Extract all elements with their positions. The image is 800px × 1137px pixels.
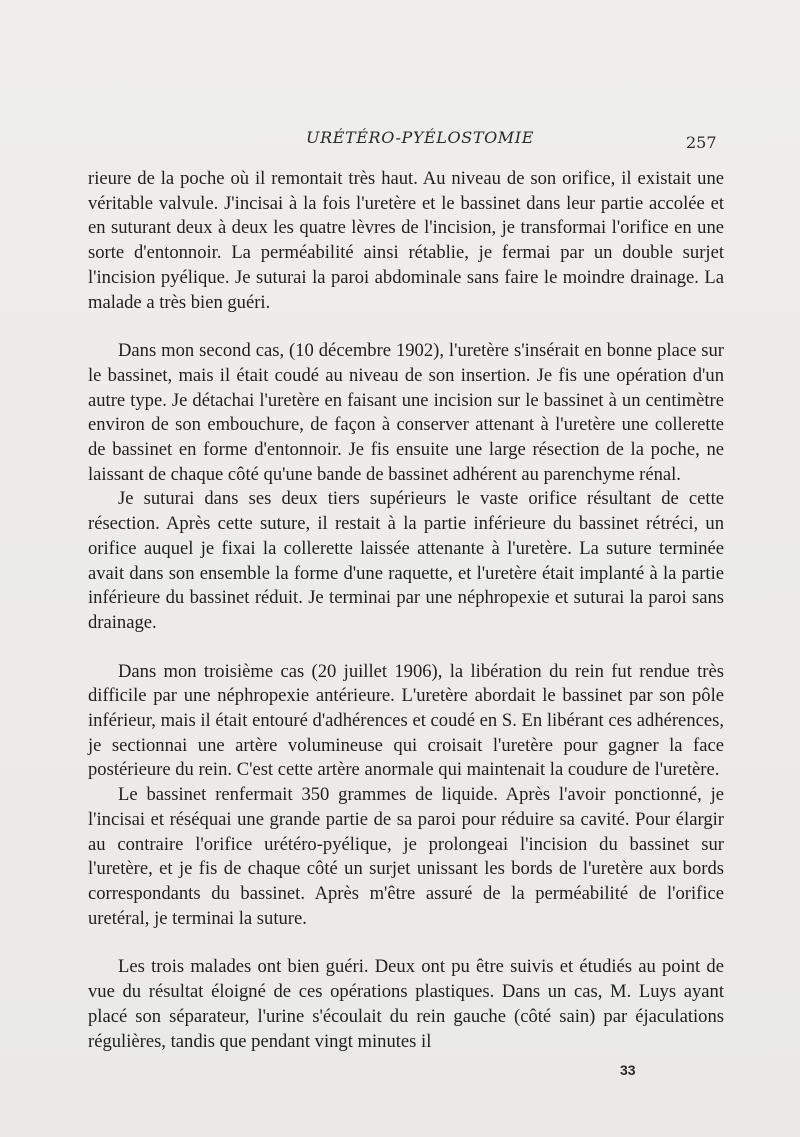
- paragraph-second-case: Dans mon second cas, (10 décembre 1902), l'uretère s'insérait en bonne place sur le bassinet, mais il était coudé au niveau de son insertion. Je fis une opération d'un autre type. Je détachai l'uretère en faisant une incision sur le bassinet à un centimètre environ de son embouchure, de façon à conserver attenant à l'uretère une collerette de bassinet en forme d'entonnoir. Je fis ensuite une large résection de la poche, ne laissant de chaque côté qu'une bande de bassinet adhérent au parenchyme rénal.: [88, 340, 724, 485]
- paragraph-continued: rieure de la poche où il remontait très haut. Au niveau de son orifice, il existait une véritable valvule. J'incisai à la fois l'uretère et le bassinet dans leur partie accolée et en suturant deux à deux les quatre lèvres de l'incision, je transformai l'orifice en une sorte d'entonnoir. La perméabilité ainsi rétablie, je fermai par un double surjet l'incision pyélique. Je suturai la paroi abdominale sans faire le moindre drainage. La malade a très bien guéri.: [88, 168, 724, 313]
- paragraph-third-case-bassinet: Le bassinet renfermait 350 grammes de liquide. Après l'avoir ponctionné, je l'incisai et réséquai une grande partie de sa paroi pour réduire sa cavité. Pour élargir au contraire l'orifice urétéro-pyélique, je prolongeai l'incision du bassinet sur l'uretère, et je fis de chaque côté un surjet unissant les bords de l'uretère aux bords correspondants du bassinet. Après m'être assuré de la perméabilité de l'orifice uretéral, je terminai la suture.: [88, 784, 724, 929]
- signature-mark: 33: [620, 1062, 636, 1078]
- page-number: 257: [686, 133, 717, 152]
- running-title: URÉTÉRO-PYÉLOSTOMIE: [305, 128, 534, 147]
- paragraph-second-case-suture: Je suturai dans ses deux tiers supérieurs le vaste orifice résultant de cette résection. Après cette suture, il restait à la partie inférieure du bassinet rétréci, un orifice auquel je fixai la collerette laissée attenante à l'uretère. La suture terminée avait dans son ensemble la forme d'une raquette, et l'uretère était implanté à la partie inférieure du bassinet réduit. Je terminai par une néphropexie et suturai la paroi sans drainage.: [88, 488, 724, 633]
- paragraph-results: Les trois malades ont bien guéri. Deux ont pu être suivis et étudiés au point de vue du résultat éloigné de ces opérations plastiques. Dans un cas, M. Luys ayant placé son séparateur, l'urine s'écoulait du rein gauche (côté sain) par éjaculations régulières, tandis que pendant vingt minutes il: [88, 956, 724, 1052]
- paragraph-third-case: Dans mon troisième cas (20 juillet 1906), la libération du rein fut rendue très difficile par une néphropexie antérieure. L'uretère abordait le bassinet par son pôle inférieur, mais il était entouré d'adhérences et coudé en S. En libérant ces adhérences, je sectionnai une artère volumineuse qui croisait l'uretère pour gagner la face postérieure du rein. C'est cette artère anormale qui maintenait la coudure de l'uretère.: [88, 660, 724, 781]
- body-text: [88, 167, 724, 1054]
